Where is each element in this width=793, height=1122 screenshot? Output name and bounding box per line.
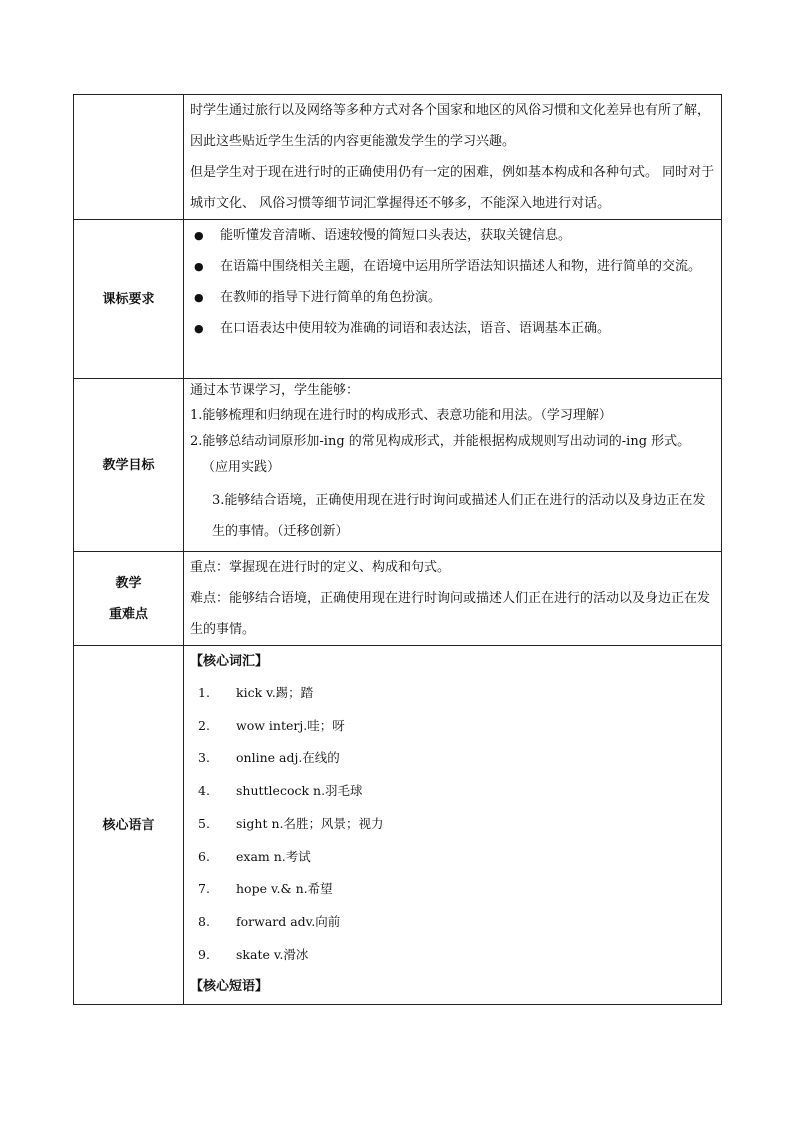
objective-2-note: （应用实践） [202, 460, 281, 475]
vocab-item [190, 906, 715, 939]
vocab-entry: shuttlecock n.羽毛球 [236, 783, 363, 799]
vocab-heading: 【核心词汇】 [190, 654, 269, 669]
standards-row [74, 220, 722, 379]
objectives-label: 教学目标 [74, 379, 184, 552]
language-label: 核心语言 [74, 646, 184, 1005]
vocab-entry: forward adv.向前 [236, 913, 341, 929]
key-difficulty: 难点：能够结合语境，正确使用现在进行时询问或描述人们正在进行的活动以及身边正在发生的事情。 [190, 591, 711, 637]
standards-item-text: 在教师的指导下进行简单的角色扮演。 [220, 290, 442, 305]
objectives-intro: 通过本节课学习，学生能够： [190, 383, 360, 398]
vocab-entry: kick v.踢；踏 [236, 685, 314, 700]
bullet-icon: ● [194, 322, 204, 335]
objectives-content [184, 379, 722, 552]
standards-item [190, 313, 715, 344]
standards-label: 课标要求 [74, 220, 184, 379]
analysis-row [74, 95, 722, 220]
objective-3: 3.能够结合语境，正确使用现在进行时询问或描述人们正在进行的活动以及身边正在发生的事情。（迁移创新） [212, 493, 706, 539]
vocab-entry: exam n.考试 [236, 848, 311, 864]
keypoints-content [184, 552, 722, 646]
objectives-row [74, 379, 722, 552]
vocab-number: 6. [198, 848, 210, 864]
vocab-item [190, 742, 715, 775]
keypoints-row [74, 552, 722, 646]
objective-2: 2.能够总结动词原形加-ing 的常见构成形式，并能根据构成规则写出动词的-ing 形式。 [190, 434, 691, 449]
standards-item [190, 220, 715, 251]
vocab-number: 2. [198, 717, 210, 733]
keypoints-label [74, 552, 184, 646]
vocab-number: 5. [198, 815, 210, 831]
standards-item-text: 能听懂发音清晰、语速较慢的简短口头表达，获取关键信息。 [220, 228, 572, 243]
standards-item [190, 282, 715, 313]
analysis-paragraph-2: 但是学生对于现在进行时的正确使用仍有一定的困难，例如基本构成和各种句式。 同时对于城市文化、 风俗习惯等细节词汇掌握得还不够多，不能深入地进行对话。 [190, 165, 715, 211]
key-focus: 重点：掌握现在进行时的定义、构成和句式。 [190, 560, 451, 575]
vocab-number: 4. [198, 783, 210, 799]
vocab-item [190, 677, 715, 710]
phrase-heading: 【核心短语】 [190, 979, 269, 995]
vocab-item [190, 808, 715, 841]
vocab-item [190, 710, 715, 743]
vocab-number: 7. [198, 881, 210, 897]
vocab-number: 1. [198, 685, 210, 700]
keypoints-label-line-1: 教学 [115, 575, 142, 591]
bullet-icon: ● [194, 260, 204, 273]
lesson-plan-table [73, 94, 722, 1005]
vocab-item [190, 841, 715, 874]
vocab-entry: hope v.& n.希望 [236, 881, 333, 897]
analysis-paragraph-1: 时学生通过旅行以及网络等多种方式对各个国家和地区的风俗习惯和文化差异也有所了解，因此这些贴近学生生活的内容更能激发学生的学习兴趣。 [190, 103, 711, 149]
keypoints-label-line-2: 重难点 [108, 606, 148, 622]
vocab-number: 9. [198, 946, 210, 962]
standards-item [190, 251, 715, 282]
analysis-label [74, 95, 184, 220]
standards-item-text: 在口语表达中使用较为准确的词语和表达法，语音、语调基本正确。 [220, 321, 611, 336]
language-row [74, 646, 722, 1005]
bullet-icon: ● [194, 229, 204, 242]
vocab-number: 8. [198, 913, 210, 929]
objective-1: 1.能够梳理和归纳现在进行时的构成形式、表意功能和用法。（学习理解） [190, 408, 612, 423]
vocab-item [190, 775, 715, 808]
vocab-entry: online adj.在线的 [236, 750, 340, 766]
vocab-entry: sight n.名胜；风景；视力 [236, 815, 384, 831]
standards-content [184, 220, 722, 379]
bullet-icon: ● [194, 291, 204, 304]
standards-item-text: 在语篇中围绕相关主题，在语境中运用所学语法知识描述人和物，进行简单的交流。 [220, 259, 702, 274]
vocab-entry: skate v.滑冰 [236, 946, 309, 962]
language-content [184, 646, 722, 1005]
vocab-list [190, 677, 715, 971]
vocab-item [190, 873, 715, 906]
vocab-number: 3. [198, 750, 210, 766]
vocab-item [190, 939, 715, 972]
analysis-content [184, 95, 722, 220]
vocab-entry: wow interj.哇；呀 [236, 717, 345, 733]
